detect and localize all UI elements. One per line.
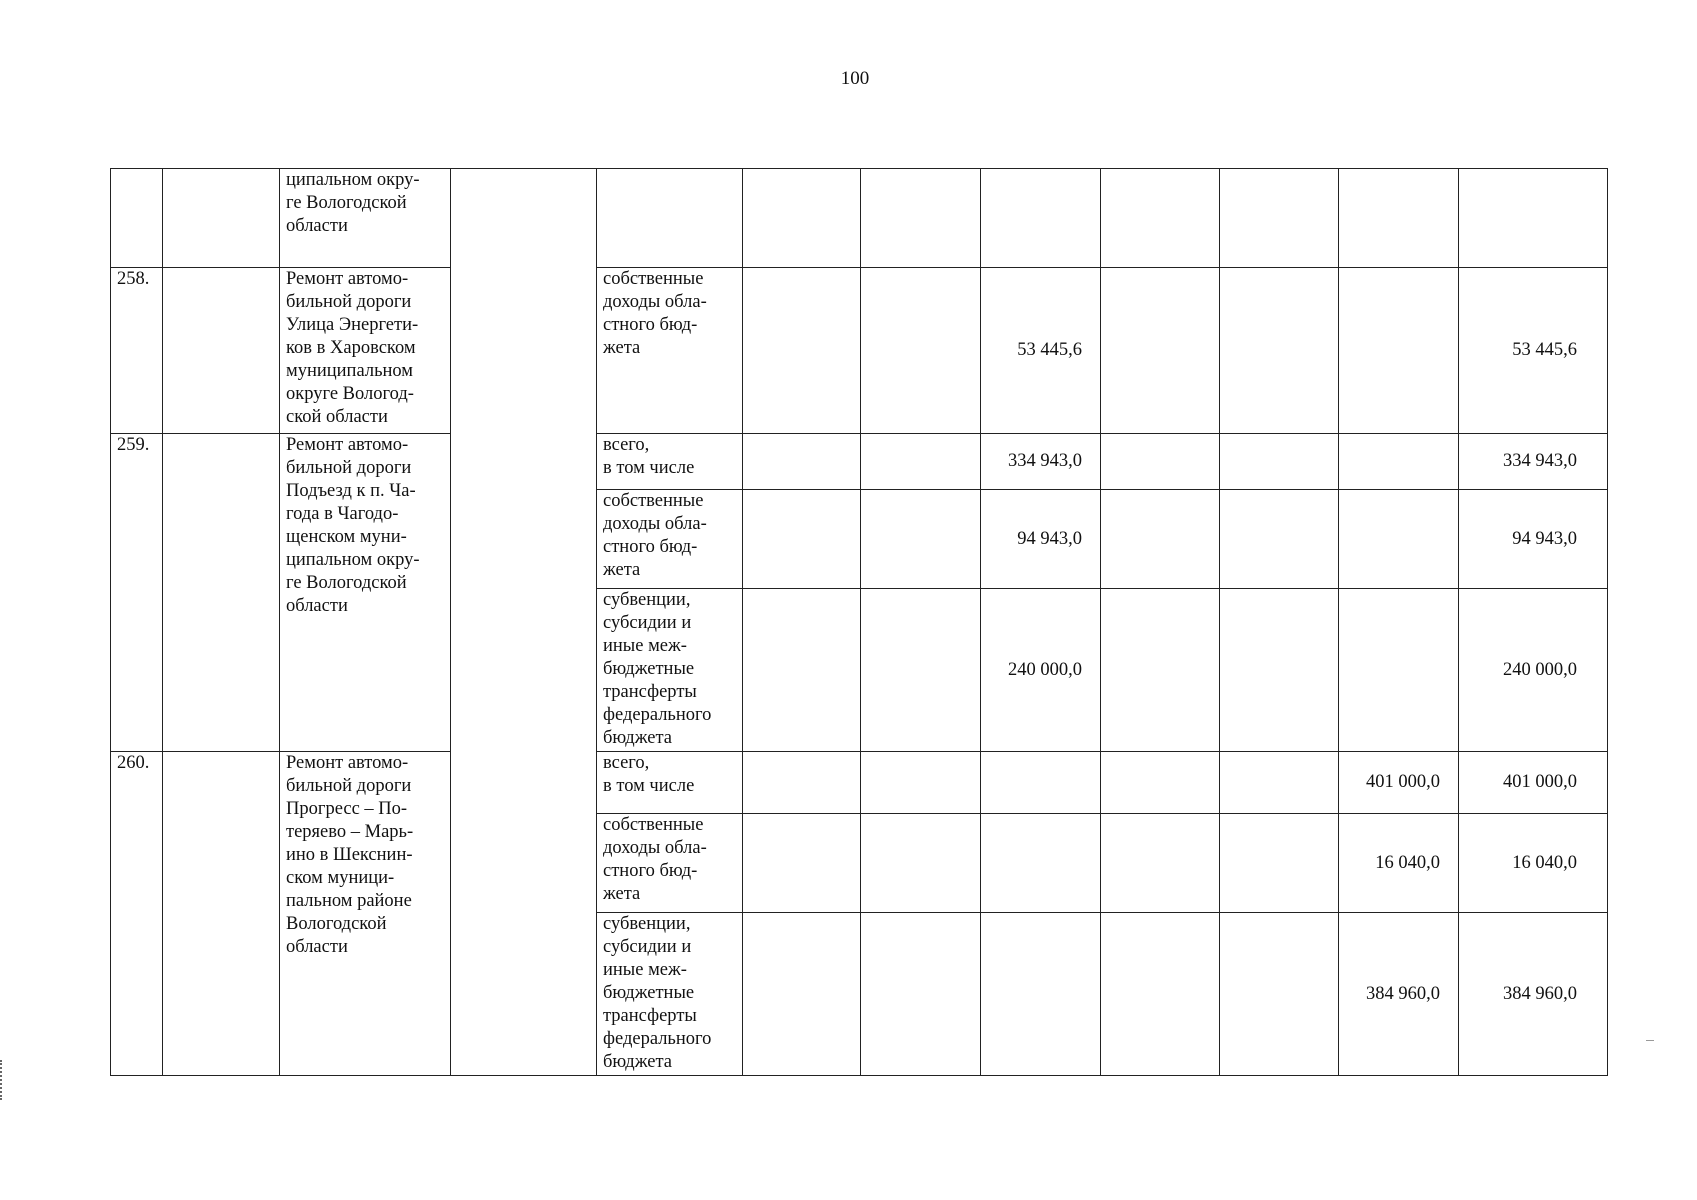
- cell-total: 334 943,0: [1459, 434, 1608, 490]
- source-line: трансферты: [603, 682, 697, 702]
- source-line: иные меж-: [603, 960, 687, 980]
- cell-total: 16 040,0: [1459, 814, 1608, 913]
- cell-total: 53 445,6: [1459, 268, 1608, 434]
- cell-total: 240 000,0: [1459, 589, 1608, 752]
- cell-value: [1339, 268, 1459, 434]
- source-line: доходы обла-: [603, 292, 707, 312]
- name-line: области: [286, 937, 348, 957]
- source-line: бюджета: [603, 1052, 672, 1072]
- name-line: Подъезд к п. Ча-: [286, 481, 416, 501]
- name-line: Ремонт автомо-: [286, 269, 409, 289]
- name-line: пальном районе: [286, 891, 412, 911]
- cell-empty: [1101, 814, 1220, 913]
- cell-empty: [861, 169, 981, 268]
- source-line: жета: [603, 884, 641, 904]
- cell-empty: [861, 752, 981, 814]
- cell-value: [1339, 490, 1459, 589]
- cell-empty: [1459, 169, 1608, 268]
- cell-empty: [1101, 434, 1220, 490]
- name-line: ге Вологодской: [286, 193, 407, 213]
- cell-source: [597, 169, 743, 268]
- cell-empty: [1220, 169, 1339, 268]
- cell-source: [597, 434, 743, 490]
- cell-value: [981, 752, 1101, 814]
- name-line: ге Вологодской: [286, 573, 407, 593]
- name-line: области: [286, 596, 348, 616]
- source-line: доходы обла-: [603, 838, 707, 858]
- source-line: субсидии и: [603, 613, 692, 633]
- source-line: собственные: [603, 491, 704, 511]
- name-line: теряево – Марь-: [286, 822, 414, 842]
- cell-empty: [1101, 752, 1220, 814]
- name-line: ском муници-: [286, 868, 395, 888]
- table-row: [111, 434, 1608, 490]
- source-line: иные меж-: [603, 636, 687, 656]
- cell-empty: [743, 490, 861, 589]
- source-line: стного бюд-: [603, 861, 698, 881]
- cell-empty: [861, 589, 981, 752]
- source-line: субвенции,: [603, 914, 691, 934]
- name-line: муниципальном: [286, 361, 414, 381]
- cell-source: [597, 752, 743, 814]
- source-line: собственные: [603, 815, 704, 835]
- cell-empty: [1101, 268, 1220, 434]
- cell-empty: [1101, 169, 1220, 268]
- cell-empty: [1220, 490, 1339, 589]
- name-line: бильной дороги: [286, 292, 412, 312]
- cell-index: [111, 169, 163, 268]
- name-line: Ремонт автомо-: [286, 753, 409, 773]
- source-line: доходы обла-: [603, 514, 707, 534]
- cell-value: 240 000,0: [981, 589, 1101, 752]
- cell-empty: [743, 814, 861, 913]
- cell-empty: [861, 490, 981, 589]
- cell-index: 258.: [111, 268, 163, 434]
- cell-merged-column: [451, 169, 597, 1076]
- source-line: федерального: [603, 1029, 712, 1049]
- cell-empty: [861, 814, 981, 913]
- source-line: стного бюд-: [603, 537, 698, 557]
- cell-value: 16 040,0: [1339, 814, 1459, 913]
- source-line: субсидии и: [603, 937, 692, 957]
- cell-source: [597, 490, 743, 589]
- name-line: бильной дороги: [286, 776, 412, 796]
- name-line: области: [286, 216, 348, 236]
- cell-name: [280, 434, 451, 752]
- cell-empty: [163, 752, 280, 1076]
- cell-source: [597, 913, 743, 1076]
- cell-value: 334 943,0: [981, 434, 1101, 490]
- cell-empty: [1220, 913, 1339, 1076]
- name-line: ино в Шекснин-: [286, 845, 413, 865]
- cell-empty: [1220, 268, 1339, 434]
- name-line: щенском муни-: [286, 527, 407, 547]
- name-line: округе Вологод-: [286, 384, 414, 404]
- cell-empty: [743, 268, 861, 434]
- source-line: трансферты: [603, 1006, 697, 1026]
- cell-index: 260.: [111, 752, 163, 1076]
- cell-source: [597, 589, 743, 752]
- source-line: собственные: [603, 269, 704, 289]
- cell-total: 94 943,0: [1459, 490, 1608, 589]
- cell-empty: [861, 268, 981, 434]
- page-number: 100: [840, 68, 870, 89]
- cell-empty: [743, 589, 861, 752]
- cell-empty: [861, 913, 981, 1076]
- cell-empty: [743, 434, 861, 490]
- table-row-continuation: [111, 169, 1608, 268]
- cell-empty: [981, 169, 1101, 268]
- table-row: [111, 268, 1608, 434]
- source-line: всего,: [603, 753, 650, 773]
- cell-name: [280, 268, 451, 434]
- source-line: бюджета: [603, 728, 672, 748]
- cell-empty: [1220, 589, 1339, 752]
- cell-empty: [1339, 169, 1459, 268]
- source-line: субвенции,: [603, 590, 691, 610]
- source-line: всего,: [603, 435, 650, 455]
- scan-edge-dash: [1646, 1040, 1654, 1041]
- cell-value: 384 960,0: [1339, 913, 1459, 1076]
- cell-empty: [861, 434, 981, 490]
- cell-empty: [743, 913, 861, 1076]
- name-line: Ремонт автомо-: [286, 435, 409, 455]
- source-line: бюджетные: [603, 983, 695, 1003]
- cell-empty: [1101, 589, 1220, 752]
- cell-value: [981, 814, 1101, 913]
- cell-value: 401 000,0: [1339, 752, 1459, 814]
- cell-name: [280, 752, 451, 1076]
- cell-empty: [743, 169, 861, 268]
- cell-empty: [163, 268, 280, 434]
- source-line: в том числе: [603, 458, 695, 478]
- cell-index: 259.: [111, 434, 163, 752]
- cell-source: [597, 814, 743, 913]
- cell-empty: [1220, 752, 1339, 814]
- cell-total: 401 000,0: [1459, 752, 1608, 814]
- name-line: ской области: [286, 407, 388, 427]
- cell-empty: [163, 434, 280, 752]
- cell-name: [280, 169, 451, 268]
- source-line: в том числе: [603, 776, 695, 796]
- source-line: стного бюд-: [603, 315, 698, 335]
- name-line: Вологодской: [286, 914, 387, 934]
- source-line: бюджетные: [603, 659, 695, 679]
- cell-value: [1339, 434, 1459, 490]
- cell-total: 384 960,0: [1459, 913, 1608, 1076]
- name-line: ков в Харовском: [286, 338, 416, 358]
- cell-empty: [1220, 434, 1339, 490]
- name-line: Прогресс – По-: [286, 799, 408, 819]
- table-row: [111, 752, 1608, 814]
- source-line: жета: [603, 560, 641, 580]
- cell-empty: [743, 752, 861, 814]
- source-line: жета: [603, 338, 641, 358]
- cell-empty: [163, 169, 280, 268]
- cell-value: [981, 913, 1101, 1076]
- name-line: ципальном окру-: [286, 550, 420, 570]
- name-line: бильной дороги: [286, 458, 412, 478]
- budget-table: [110, 168, 1608, 1076]
- scan-edge-marks: [0, 1060, 6, 1100]
- cell-empty: [1101, 913, 1220, 1076]
- cell-empty: [1220, 814, 1339, 913]
- cell-source: [597, 268, 743, 434]
- cell-value: 53 445,6: [981, 268, 1101, 434]
- cell-value: 94 943,0: [981, 490, 1101, 589]
- cell-empty: [1101, 490, 1220, 589]
- name-line: ципальном окру-: [286, 170, 420, 190]
- name-line: года в Чагодо-: [286, 504, 399, 524]
- cell-value: [1339, 589, 1459, 752]
- source-line: федерального: [603, 705, 712, 725]
- name-line: Улица Энергети-: [286, 315, 419, 335]
